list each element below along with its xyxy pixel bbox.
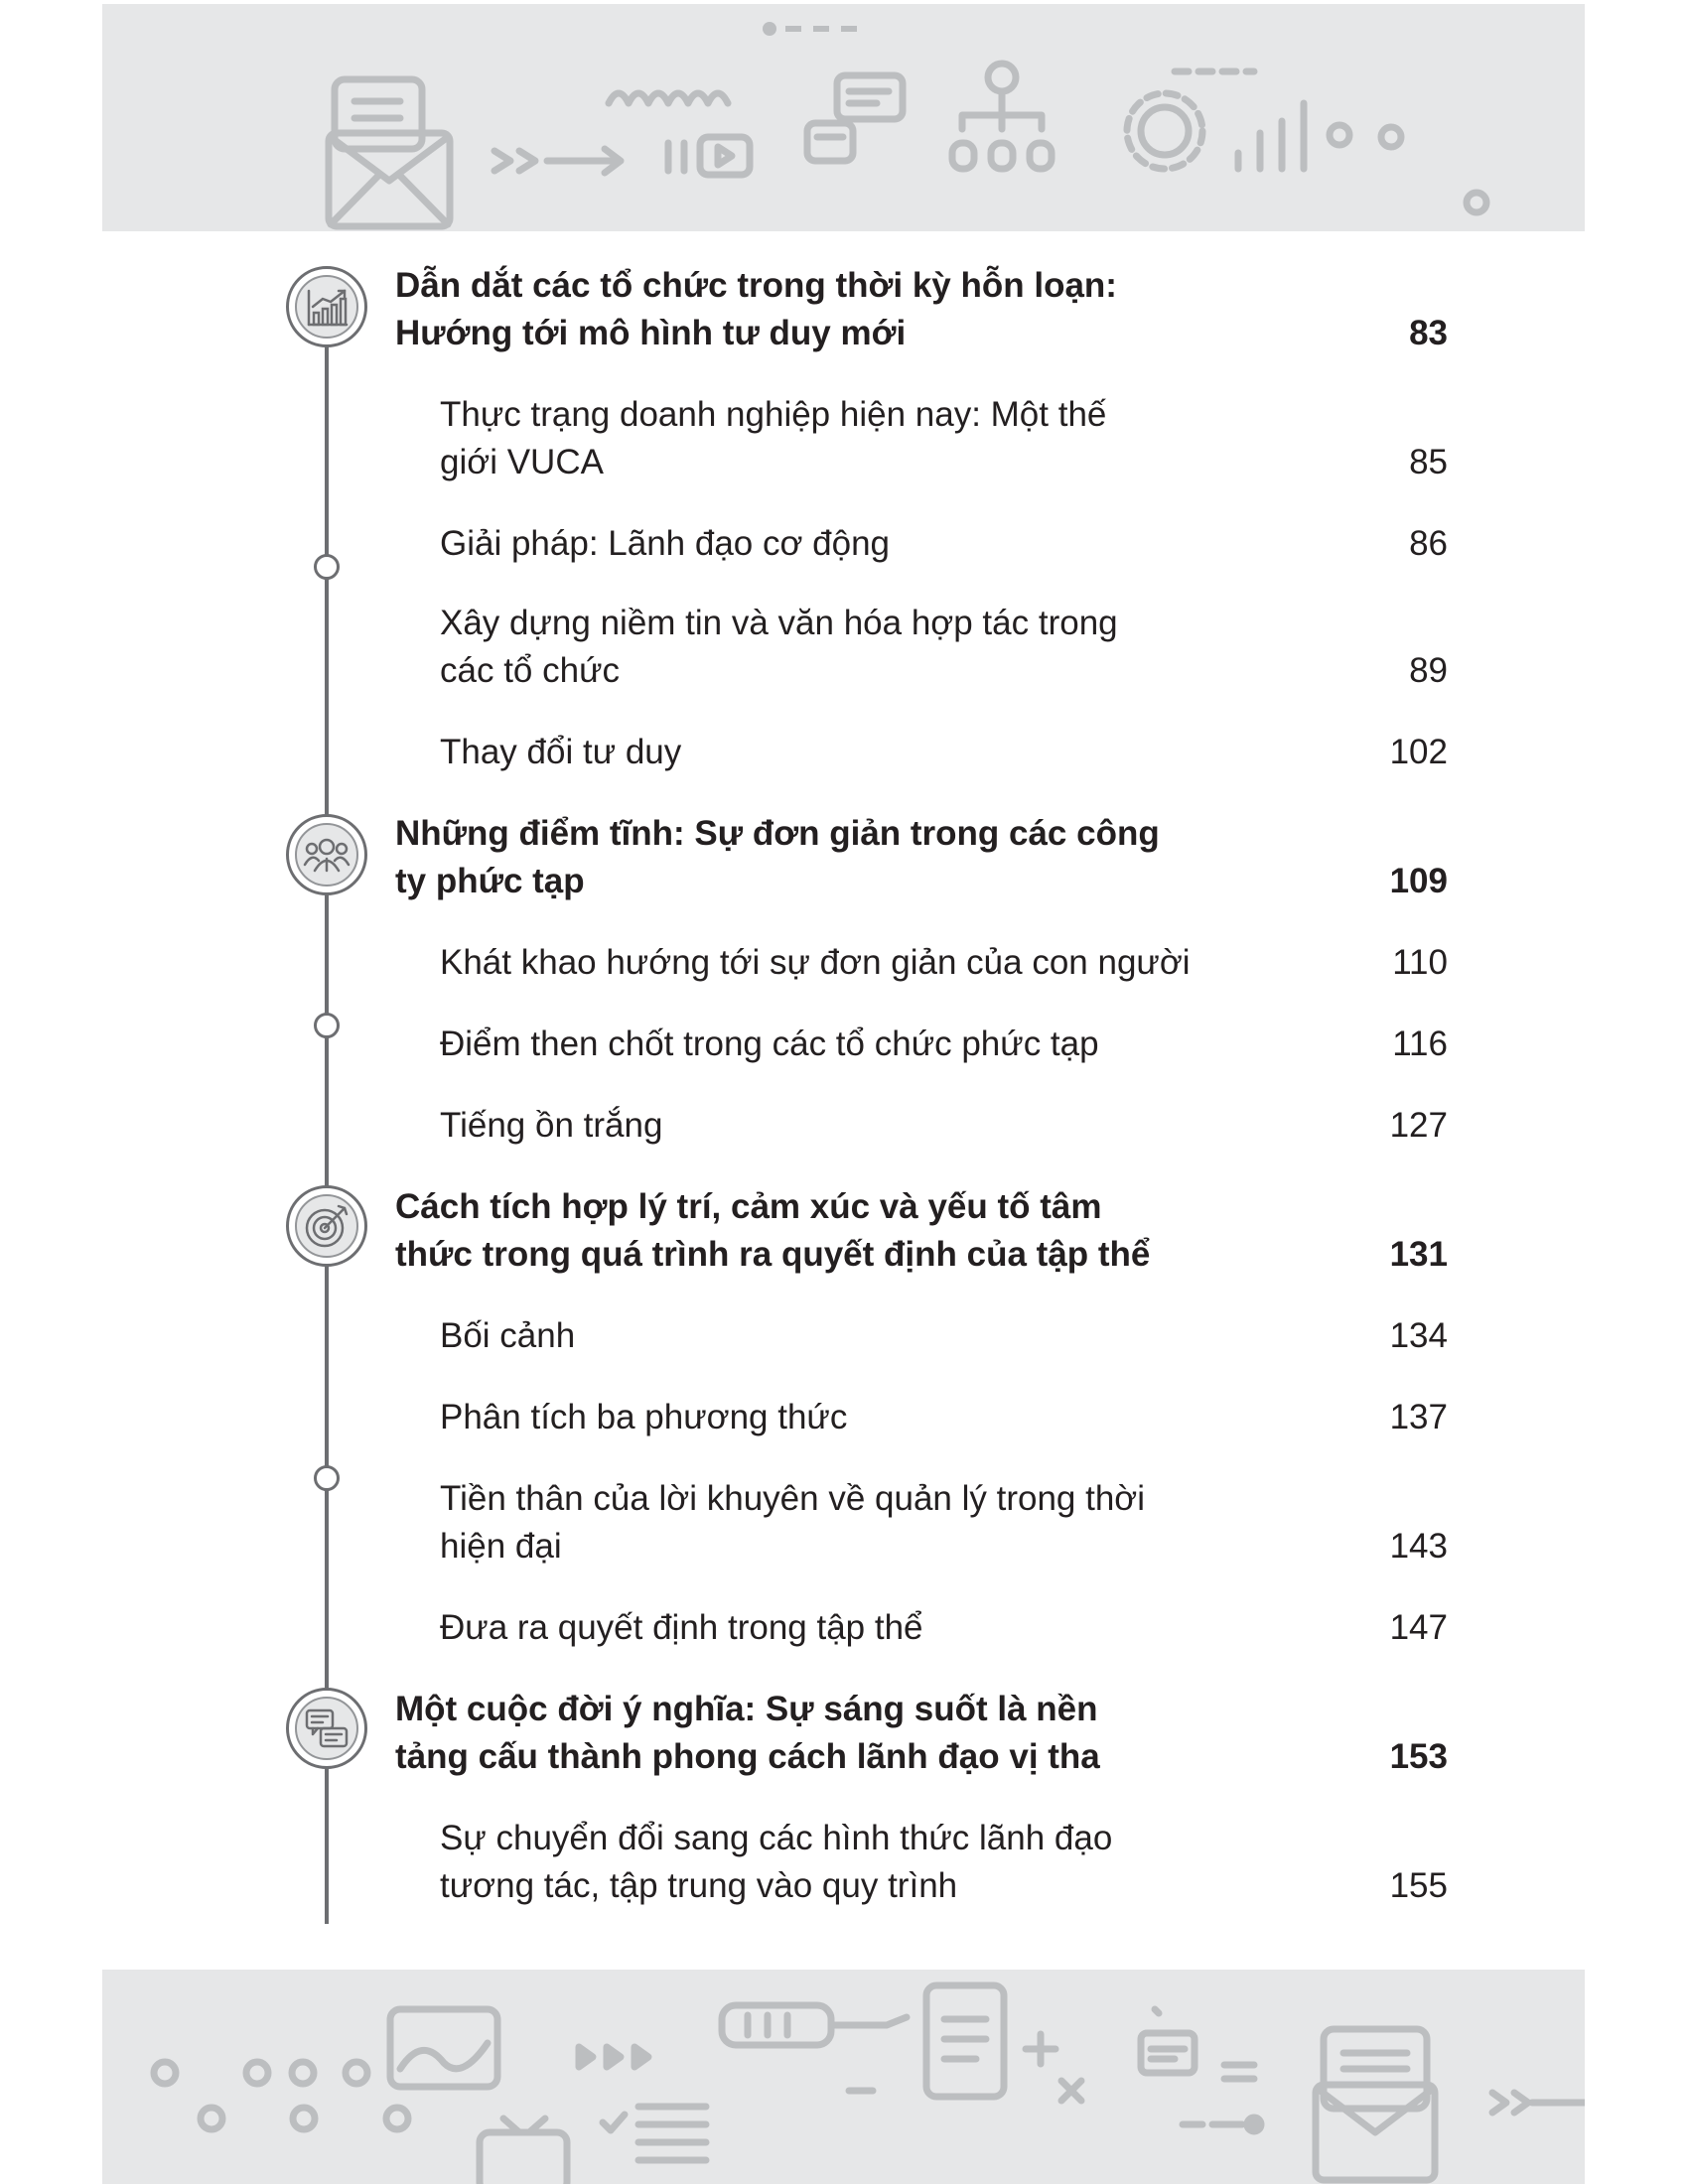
toc-title-line: Phân tích ba phương thức xyxy=(440,1398,848,1436)
toc-title-line: Sự chuyển đổi sang các hình thức lãnh đạo xyxy=(440,1819,1113,1857)
toc-title-line: hiện đại xyxy=(440,1527,562,1566)
toc-title-line: tương tác, tập trung vào quy trình xyxy=(440,1866,958,1905)
toc-title-line: Tiền thân của lời khuyên về quản lý trong thời xyxy=(440,1479,1146,1518)
toc-title-line: Giải pháp: Lãnh đạo cơ động xyxy=(440,524,891,563)
toc-section[interactable] xyxy=(440,600,1448,695)
toc-section[interactable] xyxy=(440,1102,1448,1150)
toc-title-line: Thực trạng doanh nghiệp hiện nay: Một thế xyxy=(440,395,1107,434)
toc-title-line: Cách tích hợp lý trí, cảm xúc và yếu tố tâm xyxy=(395,1187,1102,1226)
toc-page-number: 85 xyxy=(1409,443,1448,481)
chart-growth-icon xyxy=(286,266,367,347)
toc-page-number: 116 xyxy=(1392,1024,1448,1063)
chat-icon xyxy=(286,1688,367,1769)
toc-title-line: Đưa ra quyết định trong tập thể xyxy=(440,1608,923,1647)
toc-page-number: 147 xyxy=(1389,1608,1448,1647)
toc-section[interactable] xyxy=(440,1815,1448,1910)
toc-page-number: 134 xyxy=(1389,1316,1448,1355)
toc-page-number: 83 xyxy=(1409,314,1448,352)
toc-title-line: thức trong quá trình ra quyết định của tập thể xyxy=(395,1235,1151,1274)
timeline-dot xyxy=(314,1465,340,1491)
toc-title-line: Thay đổi tư duy xyxy=(440,733,682,771)
toc-page-number: 127 xyxy=(1389,1106,1448,1145)
footer-decoration-icons xyxy=(102,1970,1585,2184)
toc-page-number: 109 xyxy=(1389,862,1448,900)
toc-title-line: Tiếng ồn trắng xyxy=(440,1106,663,1145)
toc-section[interactable] xyxy=(440,1394,1448,1441)
toc-title-line: Hướng tới mô hình tư duy mới xyxy=(395,314,907,352)
toc-page-number: 102 xyxy=(1389,733,1448,771)
header-decoration-icons xyxy=(102,4,1585,231)
toc-section[interactable] xyxy=(440,391,1448,486)
timeline-dot xyxy=(314,554,340,580)
toc-section[interactable] xyxy=(440,520,1448,568)
toc-page-number: 155 xyxy=(1389,1866,1448,1905)
toc-title-line: ty phức tạp xyxy=(395,862,585,900)
toc-chapter[interactable] xyxy=(395,1183,1448,1279)
toc-section[interactable] xyxy=(440,939,1448,987)
toc-page-number: 89 xyxy=(1409,651,1448,690)
toc-title-line: Điểm then chốt trong các tổ chức phức tạp xyxy=(440,1024,1099,1063)
toc-title-line: Dẫn dắt các tổ chức trong thời kỳ hỗn loạn: xyxy=(395,266,1117,305)
toc-page-number: 143 xyxy=(1389,1527,1448,1566)
toc-title-line: các tổ chức xyxy=(440,651,620,690)
toc-page-number: 131 xyxy=(1389,1235,1448,1274)
toc-chapter[interactable] xyxy=(395,262,1448,357)
timeline-line xyxy=(325,308,329,1924)
toc-title-line: giới VUCA xyxy=(440,443,604,481)
header-decoration-band xyxy=(102,4,1585,231)
target-icon xyxy=(286,1185,367,1267)
toc-chapter[interactable] xyxy=(395,810,1448,905)
toc-section[interactable] xyxy=(440,1021,1448,1068)
timeline-dot xyxy=(314,1013,340,1038)
toc-page-number: 137 xyxy=(1389,1398,1448,1436)
toc-title-line: Bối cảnh xyxy=(440,1316,576,1355)
toc-title-line: Khát khao hướng tới sự đơn giản của con người xyxy=(440,943,1191,982)
toc-page-number: 153 xyxy=(1389,1737,1448,1776)
toc-section[interactable] xyxy=(440,729,1448,776)
toc-title-line: Xây dựng niềm tin và văn hóa hợp tác trong xyxy=(440,604,1118,642)
toc-page-number: 110 xyxy=(1392,943,1448,982)
toc-page-number: 86 xyxy=(1409,524,1448,563)
toc-title-line: Những điểm tĩnh: Sự đơn giản trong các công xyxy=(395,814,1160,853)
toc-title-line: Một cuộc đời ý nghĩa: Sự sáng suốt là nền xyxy=(395,1690,1098,1728)
toc-title-line: tảng cấu thành phong cách lãnh đạo vị tha xyxy=(395,1737,1100,1776)
toc-section[interactable] xyxy=(440,1604,1448,1652)
team-icon xyxy=(286,814,367,895)
footer-decoration-band xyxy=(102,1970,1585,2184)
toc-section[interactable] xyxy=(440,1475,1448,1570)
toc-section[interactable] xyxy=(440,1312,1448,1360)
toc-chapter[interactable] xyxy=(395,1686,1448,1781)
